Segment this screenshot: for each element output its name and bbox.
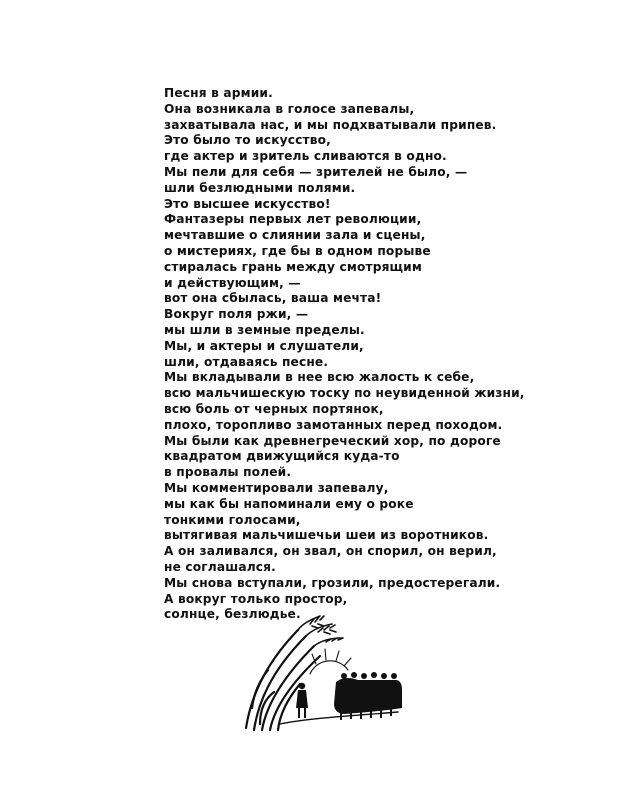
poem-line: Мы вкладывали в нее всю жалость к себе, [164,370,475,385]
poem-line: А вокруг только простор, [164,591,348,606]
poem-line: плохо, торопливо замотанных перед походом. [164,417,503,432]
poem-line: Мы снова вступали, грозили, предостерегали. [164,575,501,590]
poem-line: стиралась грань между смотрящим [164,259,422,274]
poem-line: Мы были как древнегреческий хор, по дороге [164,433,501,448]
poem-line: Вокруг поля ржи, — [164,307,309,322]
poem-line: вот она сбылась, ваша мечта! [164,291,382,306]
poem-line: вытягивая мальчишечьи шеи из воротников. [164,528,489,543]
poem-line: Мы комментировали запевалу, [164,480,389,495]
wheat-stalks-icon [246,630,320,730]
poem-line: тонкими голосами, [164,512,301,527]
poem-line: всю боль от черных портянок, [164,401,384,416]
poem-line: Это было то искусство, [164,133,331,148]
poem-text [164,86,544,623]
poem-line: Фантазеры первых лет революции, [164,212,422,227]
poem-line: в провалы полей. [164,465,292,480]
poem-line: о мистериях, где бы в одном порыве [164,243,431,258]
poem-line: захватывала нас, и мы подхватывали припев. [164,117,497,132]
poem-line: солнце, безлюдье. [164,607,301,622]
poem-line: мечтавшие о слиянии зала и сцены, [164,228,426,243]
wheat-ears-icon [298,616,343,646]
poem-line: А он заливался, он звал, он спорил, он верил, [164,544,497,559]
poem-line: не соглашался. [164,559,276,574]
marching-soldiers-icon [334,672,402,720]
poem-line: Она возникала в голосе запевалы, [164,101,415,116]
poem-line: мы как бы напоминали ему о роке [164,496,414,511]
poem-line: шли безлюдными полями. [164,180,356,195]
poem-line: шли, отдаваясь песне. [164,354,329,369]
poem-line: и действующим, — [164,275,301,290]
poem-line: всю мальчишескую тоску по неувиденной жизни, [164,386,525,401]
poem-line: Это высшее искусство! [164,196,331,211]
poem-line: Песня в армии. [164,86,273,100]
wheat-field-marching-soldiers-illustration [240,612,410,732]
poem-line: Мы, и актеры и слушатели, [164,338,364,353]
poem-line: где актер и зритель сливаются в одно. [164,149,447,164]
poem-line: мы шли в земные пределы. [164,322,365,337]
poem-line: Мы пели для себя — зрителей не было, — [164,164,468,179]
sun-rays-icon [310,649,351,674]
poem-line: квадратом движущийся куда-то [164,449,400,464]
